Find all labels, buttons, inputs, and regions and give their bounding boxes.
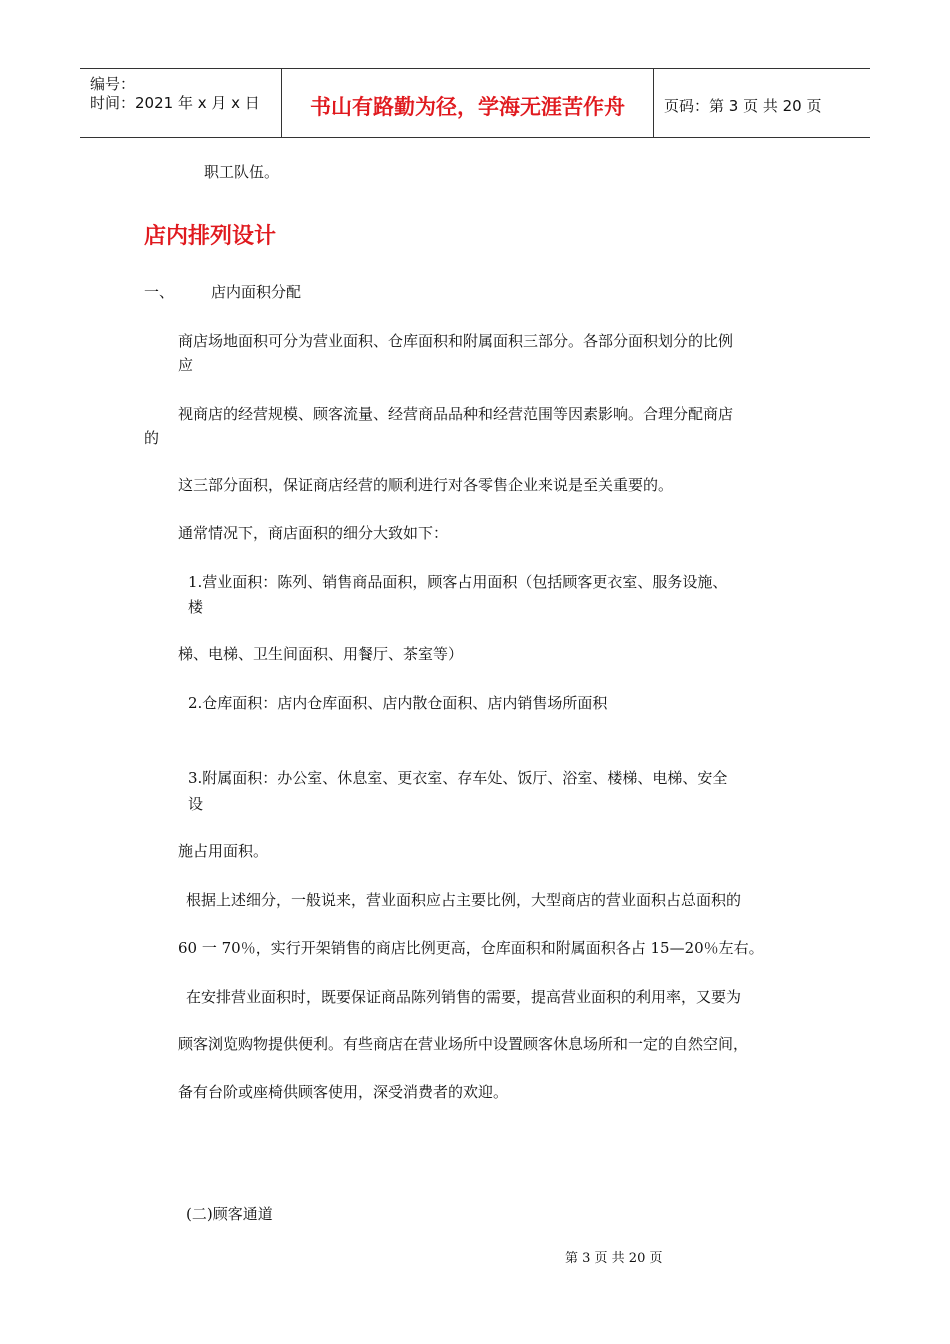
list-item: 1.营业面积：陈列、销售商品面积，顾客占用面积（包括顾客更衣室、服务设施、 xyxy=(188,573,728,591)
subsection-heading: (二)顾客通道 xyxy=(186,1205,273,1223)
list-item: 楼 xyxy=(188,598,204,616)
paragraph-line: 应 xyxy=(178,356,194,374)
number-label: 编号： xyxy=(90,75,136,93)
page-label: 页码：第 3 页 共 20 页 xyxy=(664,97,822,115)
list-item: 2.仓库面积：店内仓库面积、店内散仓面积、店内销售场所面积 xyxy=(188,694,608,712)
paragraph-line: 在安排营业面积时，既要保证商品陈列销售的需要，提高营业面积的利用率，又要为 xyxy=(186,988,742,1006)
paragraph-line: 60 一 70％，实行开架销售的商店比例更高，仓库面积和附属面积各占 15—20％左右。 xyxy=(178,939,764,957)
list-item: 3.附属面积：办公室、休息室、更衣室、存车处、饭厅、浴室、楼梯、电梯、安全 xyxy=(188,769,728,787)
paragraph-line: 根据上述细分，一般说来，营业面积应占主要比例，大型商店的营业面积占总面积的 xyxy=(186,891,742,909)
paragraph-line: 视商店的经营规模、顾客流量、经营商品品种和经营范围等因素影响。合理分配商店 xyxy=(178,405,734,423)
item-heading: 店内面积分配 xyxy=(211,283,302,301)
paragraph-line: 商店场地面积可分为营业面积、仓库面积和附属面积三部分。各部分面积划分的比例 xyxy=(178,332,734,350)
paragraph-line: 这三部分面积，保证商店经营的顺利进行对各零售企业来说是至关重要的。 xyxy=(178,476,674,494)
page-footer: 第 3 页 共 20 页 xyxy=(565,1251,663,1266)
list-item: 施占用面积。 xyxy=(178,842,269,860)
motto: 书山有路勤为径，学海无涯苦作舟 xyxy=(310,95,625,119)
paragraph-line: 顾客浏览购物提供便利。有些商店在营业场所中设置顾客休息场所和一定的自然空间， xyxy=(178,1035,749,1053)
paragraph-line: 的 xyxy=(144,429,160,447)
header-table xyxy=(80,68,870,138)
continued-line: 职工队伍。 xyxy=(204,163,280,181)
time-label: 时间：2021 年 x 月 x 日 xyxy=(90,94,260,112)
header-meta-cell xyxy=(80,69,282,137)
section-title: 店内排列设计 xyxy=(144,224,277,249)
header-page-cell xyxy=(654,69,870,137)
item-number: 一、 xyxy=(144,283,175,301)
paragraph-line: 通常情况下，商店面积的细分大致如下： xyxy=(178,524,449,542)
header-motto-cell xyxy=(282,69,654,137)
list-item: 梯、电梯、卫生间面积、用餐厅、茶室等） xyxy=(178,645,464,663)
paragraph-line: 备有台阶或座椅供顾客使用，深受消费者的欢迎。 xyxy=(178,1083,509,1101)
list-item: 设 xyxy=(188,795,204,813)
